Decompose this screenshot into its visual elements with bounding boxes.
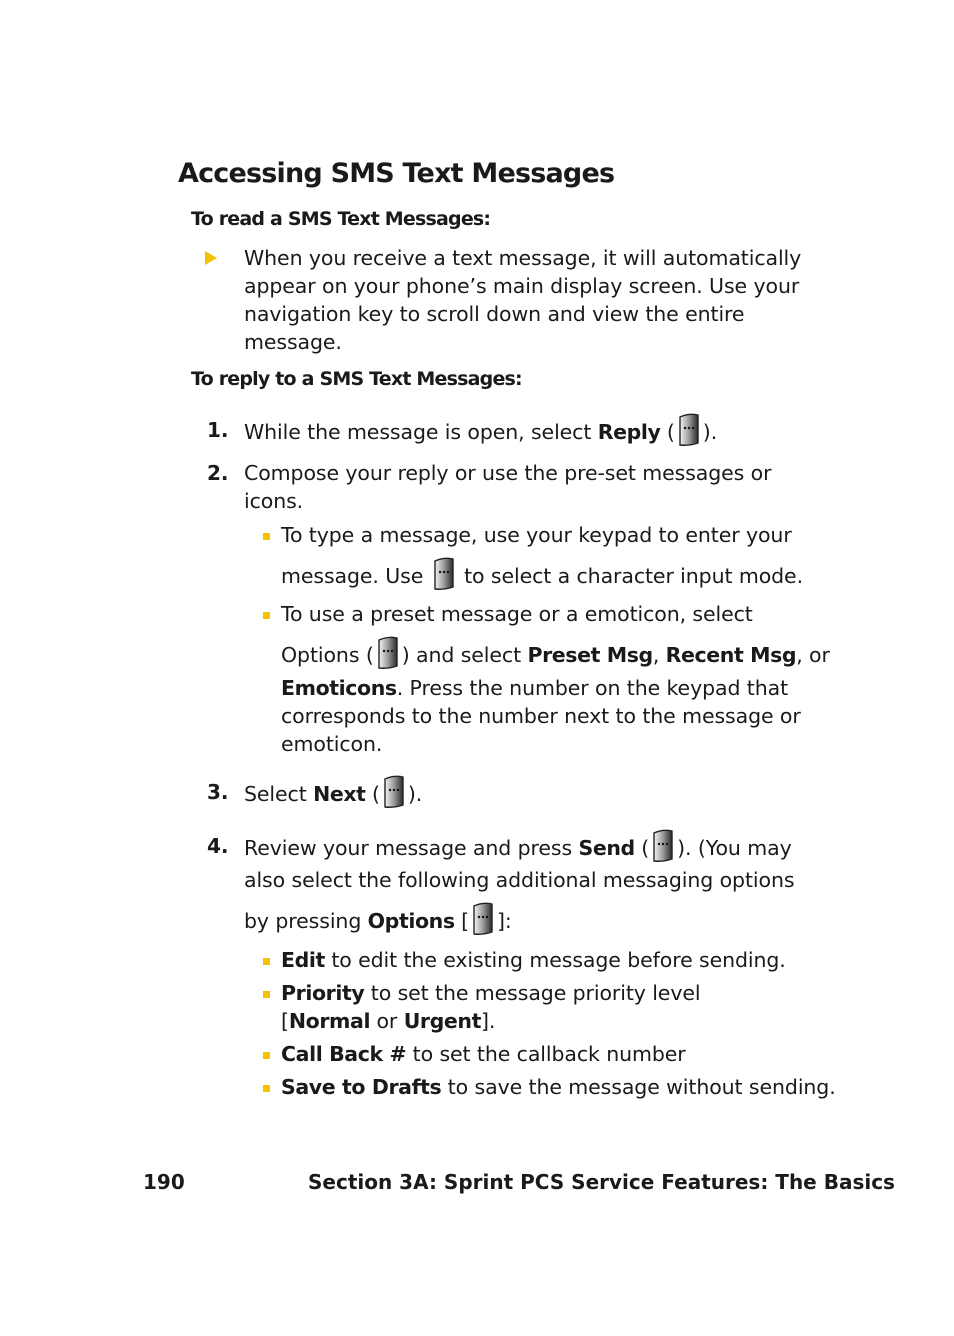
read-body-line: When you receive a text message, it will automatically (244, 246, 802, 270)
page-title: Accessing SMS Text Messages (178, 158, 615, 189)
softkey-icon (376, 636, 400, 670)
bracket: ]: (497, 909, 512, 933)
normal-label: Normal (288, 1009, 371, 1033)
urgent-label: Urgent (403, 1009, 482, 1033)
bullet-text (281, 560, 803, 594)
bullet-text-part: Options ( (281, 643, 374, 667)
page-number: 190 (143, 1170, 185, 1194)
paren: ( (365, 782, 380, 806)
bullet-text-part: . Press the number on the keypad that (396, 676, 789, 700)
read-body (244, 244, 801, 356)
step-text-line: Compose your reply or use the pre-set messages or (244, 461, 772, 485)
paren: ( (660, 420, 675, 444)
option-text: to set the callback number (406, 1042, 686, 1066)
square-bullet-icon (263, 958, 270, 965)
bullet-text-line: emoticon. (281, 732, 383, 756)
step-4-line (244, 905, 512, 939)
paren: ). (You may (677, 836, 792, 860)
option-text: to save the message without sending. (441, 1075, 836, 1099)
bullet-text-part: , (652, 643, 666, 667)
step-text: Review your message and press (244, 836, 579, 860)
arrow-bullet-icon (205, 251, 217, 265)
bracket: [ (281, 1009, 289, 1033)
option-text: to set the message priority level (364, 981, 701, 1005)
bracket: ]. (481, 1009, 496, 1033)
option-line (281, 979, 700, 1007)
option-callback (281, 1040, 686, 1068)
edit-label: Edit (281, 948, 325, 972)
bullet-text: To use a preset message or a emoticon, select (281, 602, 753, 626)
bullet-text (281, 639, 830, 673)
softkey-icon (677, 413, 701, 447)
read-body-line: message. (244, 330, 342, 354)
step-number: 2. (207, 461, 229, 485)
bullet-text (281, 674, 801, 758)
softkey-icon (382, 775, 406, 809)
step-text: While the message is open, select (244, 420, 598, 444)
square-bullet-icon (263, 533, 270, 540)
read-body-line: appear on your phone’s main display screen. Use your (244, 274, 800, 298)
reply-heading: To reply to a SMS Text Messages: (191, 368, 522, 390)
step-1-text (244, 416, 717, 450)
softkey-icon (432, 557, 456, 591)
softkey-icon (471, 902, 495, 936)
option-text: or (370, 1009, 404, 1033)
reply-label: Reply (597, 420, 661, 444)
step-number: 3. (207, 780, 229, 804)
next-label: Next (313, 782, 366, 806)
option-edit (281, 946, 786, 974)
paren: ). (407, 782, 423, 806)
step-number: 4. (207, 834, 229, 858)
paren: ). (702, 420, 718, 444)
preset-msg-label: Preset Msg (527, 643, 653, 667)
bullet-text: To type a message, use your keypad to enter your (281, 523, 792, 547)
bullet-text-part: ) and select (401, 643, 528, 667)
square-bullet-icon (263, 991, 270, 998)
step-4-line: also select the following additional messaging options (244, 868, 795, 892)
send-label: Send (578, 836, 635, 860)
emoticons-label: Emoticons (281, 676, 397, 700)
read-heading: To read a SMS Text Messages: (191, 208, 491, 230)
bullet-text-line (281, 674, 801, 702)
step-text-line: icons. (244, 489, 304, 513)
save-to-drafts-label: Save to Drafts (281, 1075, 442, 1099)
recent-msg-label: Recent Msg (665, 643, 797, 667)
softkey-icon (651, 829, 675, 863)
step-2-text (244, 459, 771, 515)
step-3-text (244, 778, 422, 812)
priority-label: Priority (281, 981, 365, 1005)
step-4-text (244, 832, 792, 866)
section-title: Section 3A: Sprint PCS Service Features: The Basics (308, 1170, 895, 1194)
option-text: to edit the existing message before sending. (324, 948, 786, 972)
option-line (281, 1007, 700, 1035)
bullet-text-part: to select a character input mode. (457, 564, 803, 588)
step-text: by pressing (244, 909, 368, 933)
bracket: [ (454, 909, 469, 933)
paren: ( (634, 836, 650, 860)
read-body-line: navigation key to scroll down and view the entire (244, 302, 745, 326)
option-save (281, 1073, 836, 1101)
option-priority (281, 979, 700, 1035)
bullet-text-line: corresponds to the number next to the message or (281, 704, 801, 728)
step-text: Select (244, 782, 314, 806)
square-bullet-icon (263, 1085, 270, 1092)
bullet-text-part: , or (796, 643, 830, 667)
square-bullet-icon (263, 1052, 270, 1059)
callback-label: Call Back # (281, 1042, 407, 1066)
square-bullet-icon (263, 612, 270, 619)
step-number: 1. (207, 418, 229, 442)
options-label: Options (367, 909, 455, 933)
bullet-text-part: message. Use (281, 564, 430, 588)
